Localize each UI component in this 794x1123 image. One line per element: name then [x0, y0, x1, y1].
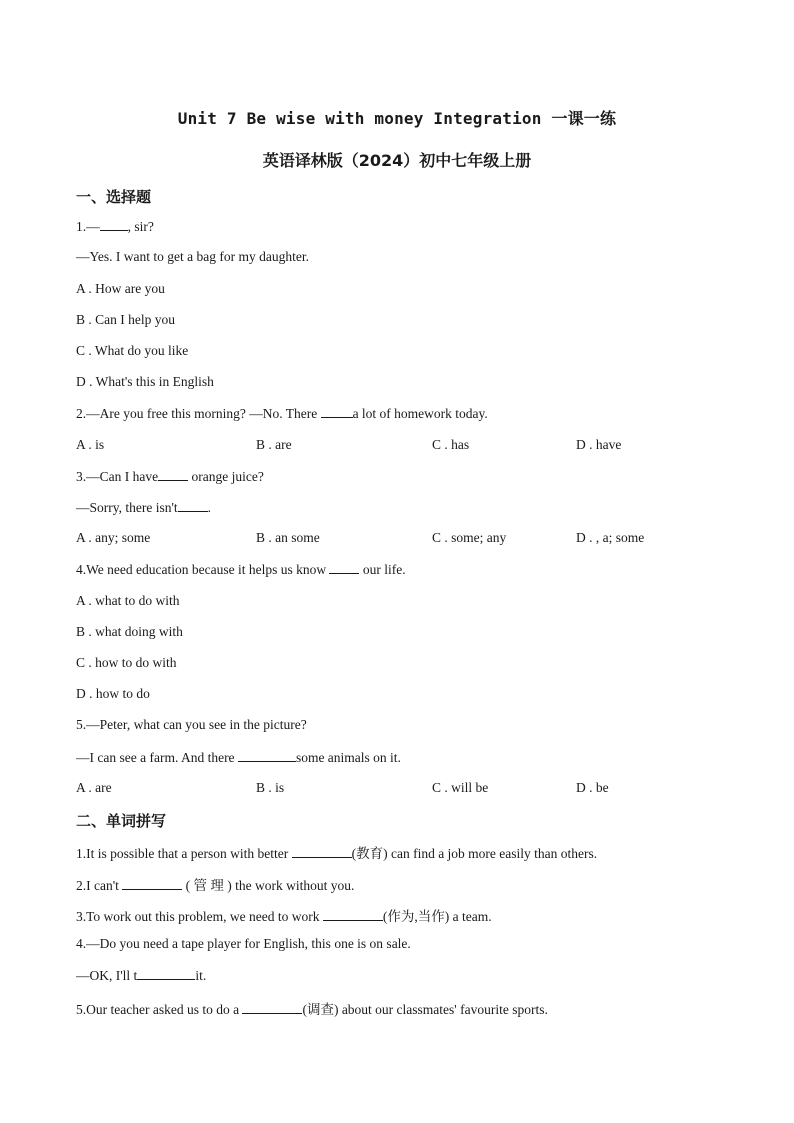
spelling-2 [76, 874, 354, 894]
option-b: B . an some [256, 530, 320, 545]
question-text: a lot of homework today. [352, 406, 488, 421]
question-text: . [207, 500, 212, 515]
spelling-4: 4.—Do you need a tape player for English, this one is on sale. [76, 936, 411, 951]
question-5-reply [76, 749, 401, 766]
question-text: , sir? [127, 219, 154, 234]
answer-blank [137, 967, 195, 980]
option-b: B . is [256, 780, 285, 795]
option-c: C . will be [432, 780, 489, 795]
option-c: C . some; any [432, 530, 507, 545]
question-text: —Sorry, there isn't [76, 500, 178, 515]
question-text: 5.Our teacher asked us to do a [76, 1002, 243, 1017]
answer-blank [323, 908, 383, 921]
answer-blank [178, 499, 208, 512]
question-text: 1.It is possible that a person with better [76, 846, 292, 861]
question-text: (调查) about our classmates' favourite sports. [302, 1002, 548, 1017]
question-text: —OK, I'll t [76, 968, 138, 983]
spelling-4-reply [76, 967, 206, 984]
title-line-2: 英语译林版（2024）初中七年级上册 [262, 151, 532, 170]
question-text: 1.— [76, 219, 100, 234]
answer-blank [100, 218, 128, 231]
question-3-reply [76, 499, 211, 516]
question-text: (教育) can find a job more easily than others. [351, 846, 598, 861]
option-a: A . any; some [76, 530, 151, 545]
option-d: D . be [576, 780, 609, 795]
option-d: D . , a; some [576, 530, 645, 545]
section-heading-choice: 一、选择题 [76, 188, 152, 206]
option-c: C . What do you like [76, 343, 189, 358]
question-1 [76, 218, 154, 235]
option-c: C . has [432, 437, 470, 452]
option-a: A . is [76, 437, 105, 452]
question-text: 2.—Are you free this morning? —No. There [76, 406, 321, 421]
answer-blank [329, 561, 359, 574]
answer-blank [158, 468, 188, 481]
option-d: D . how to do [76, 686, 150, 701]
question-text: some animals on it. [295, 750, 401, 765]
question-text: 3.To work out this problem, we need to work [76, 909, 323, 924]
option-c: C . how to do with [76, 655, 177, 670]
question-5: 5.—Peter, what can you see in the picture? [76, 717, 307, 732]
question-1-reply: —Yes. I want to get a bag for my daughter. [76, 249, 309, 264]
option-b: B . Can I help you [76, 312, 175, 327]
answer-blank [321, 405, 353, 418]
question-text: 3.—Can I have [76, 469, 159, 484]
option-a: A . are [76, 780, 112, 795]
question-3 [76, 468, 264, 485]
spelling-3 [76, 905, 492, 925]
question-2 [76, 405, 488, 422]
option-b: B . what doing with [76, 624, 183, 639]
option-d: D . have [576, 437, 622, 452]
answer-blank [238, 749, 296, 762]
answer-blank [242, 1001, 302, 1014]
option-a: A . How are you [76, 281, 165, 296]
spelling-1 [76, 842, 597, 862]
question-4 [76, 561, 406, 578]
answer-blank [122, 877, 182, 890]
question-text: ( 管 理 ) the work without you. [182, 878, 355, 893]
option-b: B . are [256, 437, 292, 452]
spelling-5 [76, 998, 548, 1018]
question-text: orange juice? [188, 469, 264, 484]
question-text: it. [195, 968, 207, 983]
question-text: our life. [359, 562, 406, 577]
option-d: D . What's this in English [76, 374, 214, 389]
question-text: 4.We need education because it helps us know [76, 562, 330, 577]
question-text: 2.I can't [76, 878, 123, 893]
question-text: —I can see a farm. And there [76, 750, 238, 765]
question-text: (作为,当作) a team. [382, 909, 492, 924]
option-a: A . what to do with [76, 593, 180, 608]
section-heading-spelling: 二、单词拼写 [76, 812, 167, 830]
answer-blank [292, 845, 352, 858]
title-line-1: Unit 7 Be wise with money Integration 一课一练 [177, 109, 617, 128]
